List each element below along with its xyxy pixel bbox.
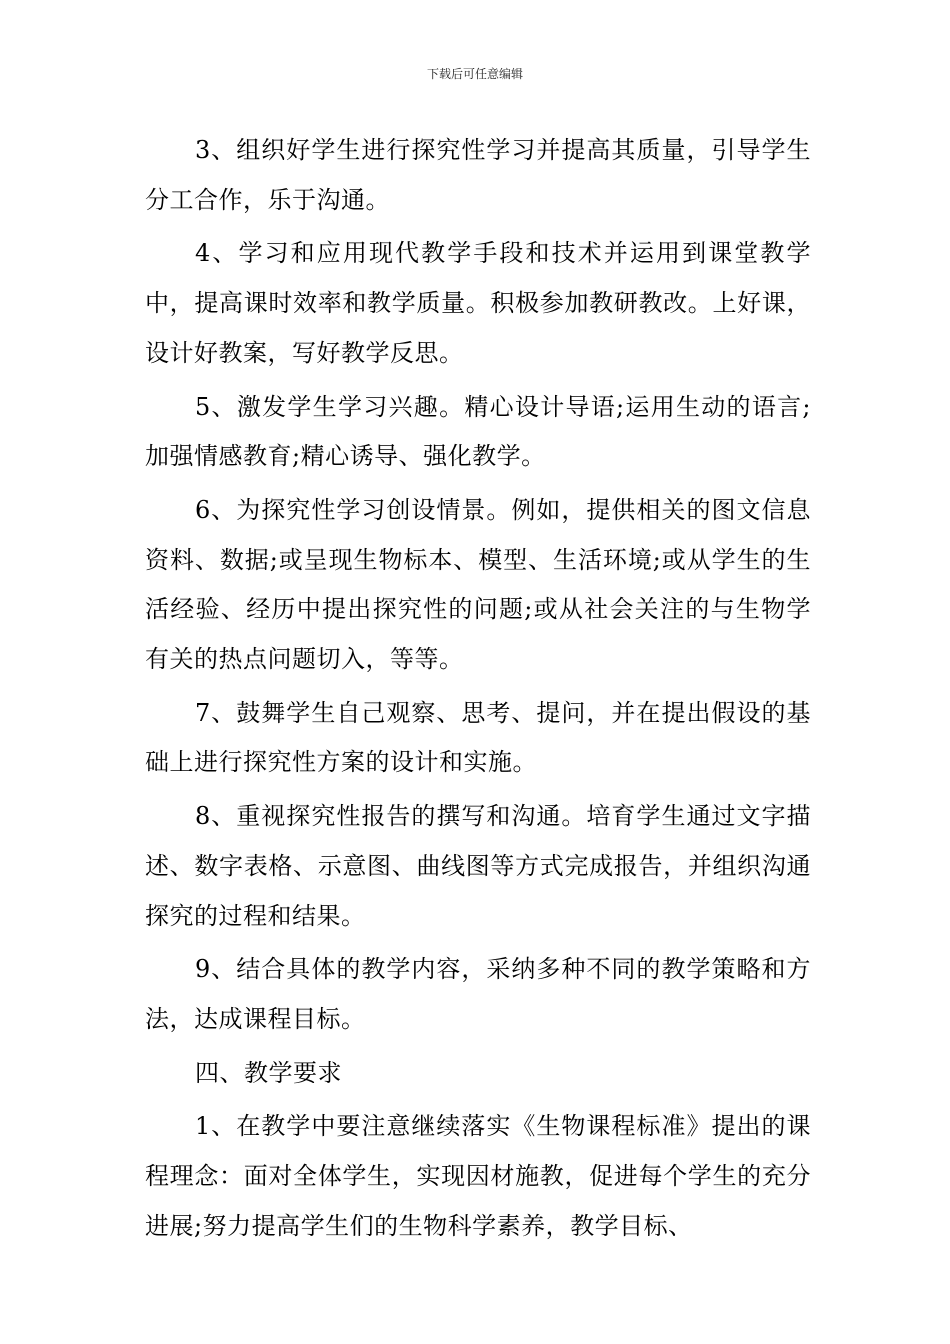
paragraph-item-4: 4、学习和应用现代教学手段和技术并运用到课堂教学中，提高课时效率和教学质量。积极参加教研教改。上好课，设计好教案，写好教学反思。 [145,239,811,367]
page-header: 下载后可任意编辑 [426,67,523,81]
paragraph-item-3: 3、组织好学生进行探究性学习并提高其质量，引导学生分工合作，乐于沟通。 [145,136,811,214]
paragraph-requirement-1: 1、在教学中要注意继续落实《生物课程标准》提出的课程理念：面对全体学生，实现因材施教，促进每个学生的充分进展;努力提高学生们的生物科学素养，教学目标、 [145,1112,811,1240]
paragraph-item-5: 5、激发学生学习兴趣。精心设计导语;运用生动的语言;加强情感教育;精心诱导、强化教学。 [145,392,811,471]
section-heading-teaching-requirements: 四、教学要求 [195,1058,342,1087]
document-body [145,126,811,1255]
paragraph-item-6: 6、为探究性学习创设情景。例如，提供相关的图文信息资料、数据;或呈现生物标本、模型、生活环境;或从学生的生活经验、经历中提出探究性的问题;或从社会关注的与生物学有关的热点问题切入，等等。 [145,495,811,674]
paragraph-item-8: 8、重视探究性报告的撰写和沟通。培育学生通过文字描述、数字表格、示意图、曲线图等方式完成报告，并组织沟通探究的过程和结果。 [145,802,811,930]
paragraph-item-7: 7、鼓舞学生自己观察、思考、提问，并在提出假设的基础上进行探究性方案的设计和实施。 [145,698,811,777]
paragraph-item-9: 9、结合具体的教学内容，采纳多种不同的教学策略和方法，达成课程目标。 [145,955,811,1033]
